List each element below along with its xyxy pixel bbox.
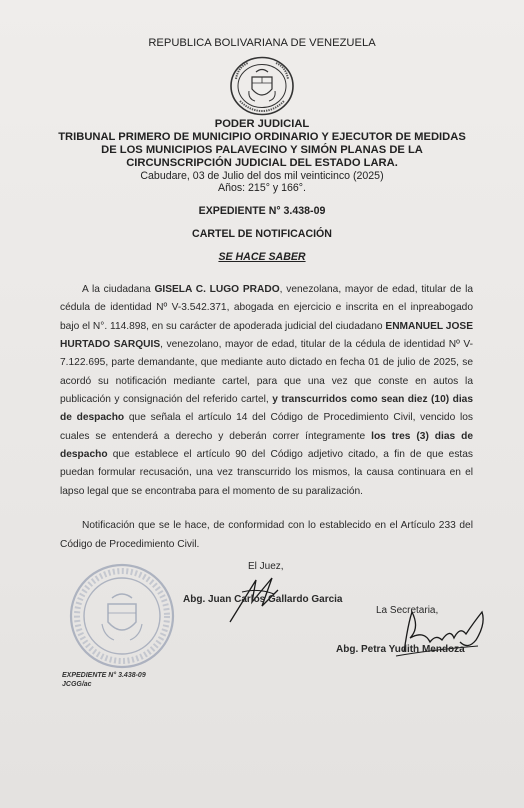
country-heading: REPUBLICA BOLIVARIANA DE VENEZUELA xyxy=(148,37,376,49)
years: Años: 215° y 166°. xyxy=(218,182,306,194)
addressee-name: GISELA C. LUGO PRADO xyxy=(154,284,280,295)
court-name-line-1: TRIBUNAL PRIMERO DE MUNICIPIO ORDINARIO Y EJECUTOR DE MEDIDAS xyxy=(58,131,466,143)
se-hace-saber: SE HACE SABER xyxy=(218,251,306,263)
three-days-clause: los tres (3) dias de despacho xyxy=(60,430,473,461)
body-paragraph: A la ciudadana GISELA C. LUGO PRADO, venezolana, mayor de edad, titular de la cédula de identidad Nº V-3.542.371, abogada en ejercicio e inscrita en el inpreabogado bajo el N°. 114.898, en su carácter de apoderada judicial del ciudadano ENMANUEL JOSE HURTADO SARQUIS, venezolano, mayor de edad, titular de la cédula de identidad Nº V-7.122.695, parte demandante, que mediante auto dictado en fecha 01 de julio de 2025, se acordó su notificación mediante cartel, para que una vez que conste en autos la publicación y consignación del referido cartel, y transcurridos como sean diez (10) dias de despacho que señala el artículo 14 del Código de Procedimiento Civil, vencido los cuales se entenderá a derecho y deberán correr íntegramente los tres (3) dias de despacho que establece el artículo 90 del Código adjetivo citado, a fin de que estas puedan formular recusación, una vez transcurrido los mismos, la causa continuara en el lapso legal que se encontraba para el momento de su paralización. xyxy=(60,284,473,497)
court-name-line-3: CIRCUNSCRIPCIÓN JUDICIAL DEL ESTADO LARA. xyxy=(126,157,398,169)
court-seal-icon xyxy=(228,55,296,117)
place-date: Cabudare, 03 de Julio del dos mil veinticinco (2025) xyxy=(140,170,384,182)
secretary-title: La Secretaria, xyxy=(376,605,439,616)
expediente-number: EXPEDIENTE N° 3.438-09 xyxy=(198,205,326,217)
client-name: ENMANUEL JOSE HURTADO SARQUIS xyxy=(60,320,473,351)
secretary-name: Abg. Petra Yudith Mendoza xyxy=(336,644,465,655)
branch-heading: PODER JUDICIAL xyxy=(214,118,310,130)
judge-title: El Juez, xyxy=(248,561,284,572)
judge-name: Abg. Juan Carlos Gallardo Garcia xyxy=(183,594,343,605)
notification-paragraph: Notificación que se le hace, de conformidad con lo establecido en el Artículo 233 del Código de Procedimiento Civil. xyxy=(60,520,473,550)
ten-days-clause: y transcurridos como sean diez (10) dias de despacho xyxy=(60,394,473,424)
court-name-line-2: DE LOS MUNICIPIOS PALAVECINO Y SIMÓN PLANAS DE LA xyxy=(101,144,423,156)
footer-expediente: EXPEDIENTE N° 3.438-09 xyxy=(62,672,146,679)
cartel-title: CARTEL DE NOTIFICACIÓN xyxy=(192,228,332,240)
court-stamp-icon xyxy=(68,562,176,670)
footer-initials: JCGG/ac xyxy=(62,681,92,688)
secretary-signature-icon xyxy=(390,604,490,664)
